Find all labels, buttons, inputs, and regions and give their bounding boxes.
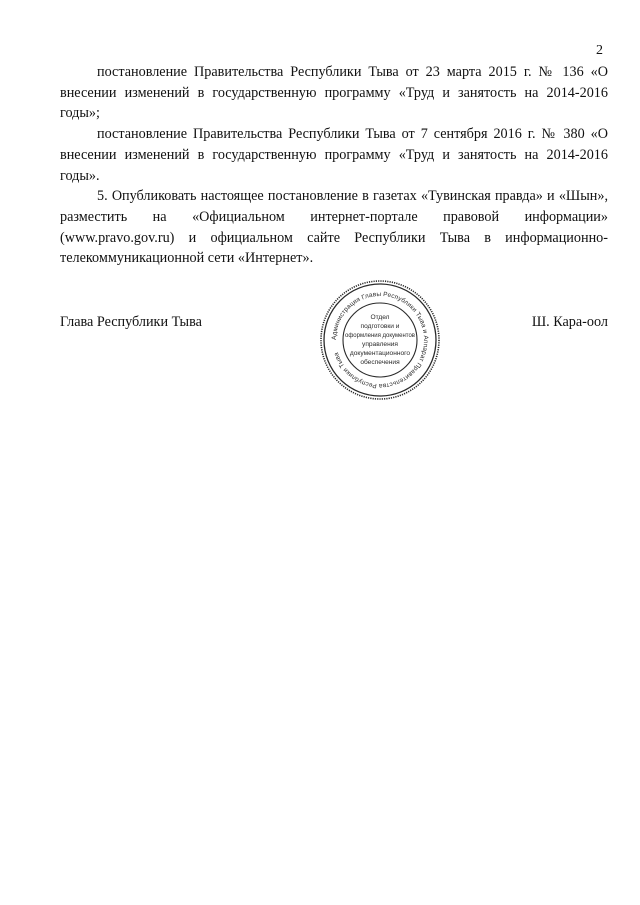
seal-middle-ring [324, 284, 436, 396]
seal-line: обеспечения [360, 359, 400, 366]
seal-line: Отдел [370, 314, 390, 321]
seal-graphic [318, 278, 442, 402]
paragraph-resolution-136: постановление Правительства Республики Тыва от 23 марта 2015 г. № 136 «О внесении изменений в государственную программу «Труд и занятость на 2014-2016 годы»; [60, 64, 608, 122]
seal-ring-text: Администрация Главы Республики Тыва и Аппарат Правительства Республики Тыва [330, 290, 430, 390]
seal-line: документационного [349, 350, 411, 357]
signatory-name: Ш. Кара-оол [531, 314, 608, 330]
seal-line: управления [362, 341, 398, 348]
paragraph-publication: 5. Опубликовать настоящее постановление в газетах «Тувинская правда» и «Шын», разместить на «Официальном интернет-портале правовой информации» (www.pravo.gov.ru) и официальном сайте Республики Тыва в информационно-телекоммуникационной сети «Интернет». [60, 188, 608, 267]
paragraph-resolution-380: постановление Правительства Республики Тыва от 7 сентября 2016 г. № 380 «О внесении изменений в государственную программу «Труд и занятость на 2014-2016 годы». [60, 126, 608, 184]
document-body [60, 62, 608, 269]
page-number: 2 [596, 43, 603, 58]
seal-line: оформления документов [345, 333, 415, 339]
signatory-position: Глава Республики Тыва [60, 314, 202, 330]
seal-line: подготовки и [360, 323, 400, 330]
seal-outer-ring [321, 281, 439, 399]
official-seal-stamp [318, 278, 442, 402]
seal-center-text [345, 314, 415, 366]
